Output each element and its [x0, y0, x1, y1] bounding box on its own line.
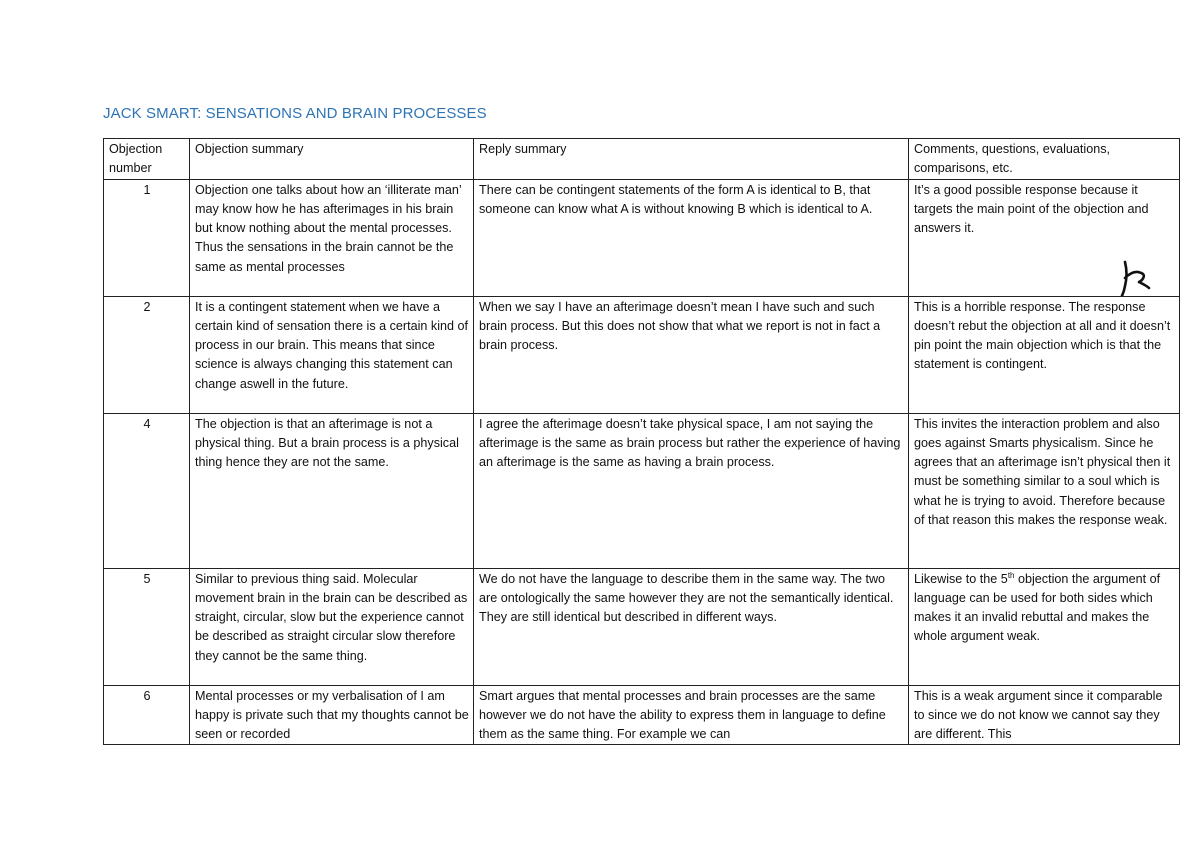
comment-cell: This is a horrible response. The response doesn’t rebut the objection at all and it doesn’t pin point the main objection which is that the statement is contingent.	[909, 296, 1180, 413]
objections-table	[103, 138, 1180, 745]
table-row	[104, 413, 1180, 568]
reply-summary-cell	[474, 685, 909, 744]
reply-summary-cell: There can be contingent statements of the form A is identical to B, that someone can know what A is without knowing B which is identical to A.	[474, 179, 909, 296]
objection-summary-text: Mental processes or my verbalisation of I am happy is private such that my thoughts cannot be seen or recorded	[195, 688, 469, 742]
reply-summary-text: Smart argues that mental processes and brain processes are the same however we do not have the ability to express them in language to define them as the same thing. For example we can	[479, 688, 886, 742]
table-header-row	[104, 139, 1180, 180]
objection-summary-cell: It is a contingent statement when we have a certain kind of sensation there is a certain kind of process in our brain. This means that since science is always changing this statement can change aswell in the future.	[190, 296, 474, 413]
header-objection-number: Objection number	[104, 139, 190, 180]
comment-cell	[909, 179, 1180, 296]
objection-number-cell: 4	[104, 413, 190, 568]
objection-summary-cell	[190, 685, 474, 744]
comment-cell	[909, 685, 1180, 744]
table-row	[104, 568, 1180, 685]
reply-summary-cell: When we say I have an afterimage doesn’t mean I have such and such brain process. But this does not show that what we report is not in fact a brain process.	[474, 296, 909, 413]
objection-summary-cell: Similar to previous thing said. Molecular movement brain in the brain can be described as straight, circular, slow but the experience cannot be described as straight circular slow therefore they cannot be the same thing.	[190, 568, 474, 685]
objection-number-cell: 5	[104, 568, 190, 685]
comment-cell	[909, 568, 1180, 685]
objection-summary-cell: The objection is that an afterimage is not a physical thing. But a brain process is a physical thing hence they are not the same.	[190, 413, 474, 568]
table-row	[104, 685, 1180, 744]
comment-text-end: objection the argument of language can be used for both sides which makes it an invalid rebuttal and makes the whole argument weak.	[914, 571, 1161, 644]
objection-number-cell: 1	[104, 179, 190, 296]
reply-summary-cell: We do not have the language to describe them in the same way. The two are ontologically the same however they are not the semantically identical. They are still identical but described in different ways.	[474, 568, 909, 685]
objection-number-text: 6	[143, 688, 151, 703]
header-comments: Comments, questions, evaluations, comparisons, etc.	[909, 139, 1180, 180]
comment-text: This is a weak argument since it comparable to since we do not know we cannot say they are different. This	[914, 688, 1163, 742]
header-reply-summary: Reply summary	[474, 139, 909, 180]
comment-text-start: Likewise to the 5	[914, 571, 1008, 586]
objection-number-cell: 2	[104, 296, 190, 413]
comment-text: It’s a good possible response because it targets the main point of the objection and answers it.	[914, 182, 1149, 236]
header-objection-summary: Objection summary	[190, 139, 474, 180]
objection-summary-cell: Objection one talks about how an ‘illiterate man’ may know how he has afterimages in his brain but know nothing about the mental processes. Thus the sensations in the brain cannot be the same as mental processes	[190, 179, 474, 296]
comment-cell: This invites the interaction problem and also goes against Smarts physicalism. Since he agrees that an afterimage isn’t physical then it must be something similar to a soul which is what he is trying to avoid. Therefore because of that reason this makes the response weak.	[909, 413, 1180, 568]
ordinal-suffix: th	[1007, 570, 1015, 580]
objection-number-cell	[104, 685, 190, 744]
handwritten-mark-icon	[1113, 256, 1157, 297]
table-row	[104, 179, 1180, 296]
table-row	[104, 296, 1180, 413]
reply-summary-cell: I agree the afterimage doesn’t take physical space, I am not saying the afterimage is the same as brain process but rather the experience of having an afterimage is the same as having a brain process.	[474, 413, 909, 568]
document-title: JACK SMART: SENSATIONS AND BRAIN PROCESSES	[103, 105, 487, 122]
